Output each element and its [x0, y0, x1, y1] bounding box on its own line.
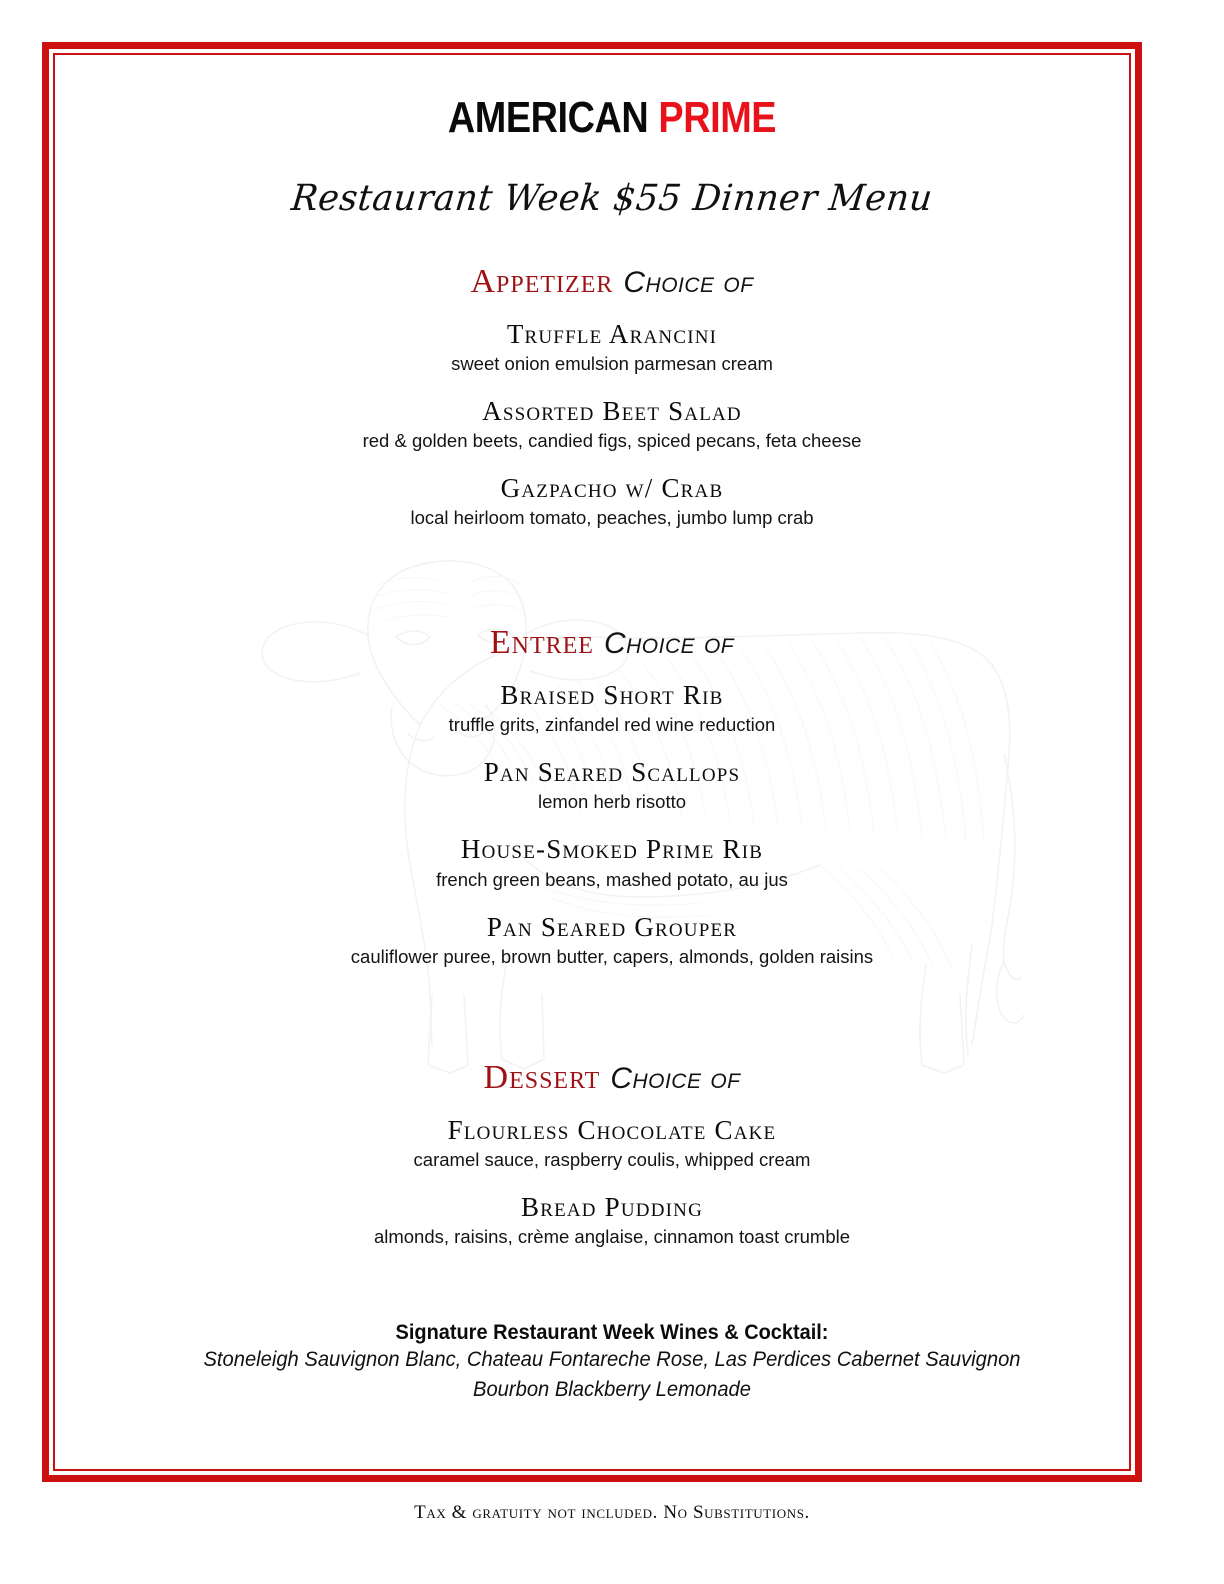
menu-item	[0, 912, 1224, 969]
beverages-line-one: Stoneleigh Sauvignon Blanc, Chateau Fontareche Rose, Las Perdices Cabernet Sauvignon	[203, 1347, 1021, 1371]
dish-name: Braised Short Rib	[500, 680, 724, 711]
footer-disclaimer: Tax & gratuity not included. No Substitutions.	[414, 1501, 810, 1523]
menu-item	[0, 1192, 1224, 1249]
dish-description: almonds, raisins, crème anglaise, cinnamon toast crumble	[373, 1225, 851, 1247]
menu-item	[0, 1115, 1224, 1172]
menu-item	[0, 680, 1224, 737]
beverages-title: Signature Restaurant Week Wines & Cocktail:	[395, 1320, 829, 1344]
dish-name: Truffle Arancini	[506, 319, 718, 349]
dish-description: truffle grits, zinfandel red wine reduction	[448, 714, 776, 736]
menu-subtitle: Restaurant Week $55 Dinner Menu	[289, 178, 935, 219]
section-choice-entree: Choice of	[603, 627, 735, 661]
dish-name: Assorted Beet Salad	[482, 396, 742, 427]
dish-name: Pan Seared Grouper	[486, 911, 738, 942]
menu-item	[0, 473, 1224, 530]
section-choice-appetizer: Choice of	[623, 266, 754, 299]
menu-item	[0, 757, 1224, 814]
dish-name: Flourless Chocolate Cake	[447, 1114, 777, 1145]
section-header-appetizer	[0, 265, 1224, 299]
dish-name: Pan Seared Scallops	[483, 757, 741, 788]
dish-description: french green beans, mashed potato, au jus	[436, 868, 788, 890]
dish-description: caramel sauce, raspberry coulis, whipped cream	[413, 1148, 811, 1170]
section-header-entree	[0, 626, 1224, 660]
dish-description: sweet onion emulsion parmesan cream	[451, 353, 773, 375]
beverages-section	[0, 1321, 1224, 1406]
section-name-dessert: Dessert	[483, 1058, 601, 1096]
dish-description: cauliflower puree, brown butter, capers, almonds, golden raisins	[350, 945, 874, 967]
dish-name: Gazpacho w/ Crab	[500, 473, 724, 504]
dish-name: House-Smoked Prime Rib	[460, 834, 764, 865]
menu-item	[0, 396, 1224, 453]
dish-description: red & golden beets, candied figs, spiced pecans, feta cheese	[362, 430, 862, 452]
section-name-entree: Entree	[489, 624, 594, 662]
section-name-appetizer: Appetizer	[470, 263, 614, 300]
menu-item	[0, 319, 1224, 376]
section-header-dessert	[0, 1058, 1224, 1096]
section-choice-dessert: Choice of	[610, 1061, 741, 1095]
beverages-line-two: Bourbon Blackberry Lemonade	[473, 1378, 751, 1402]
dish-description: lemon herb risotto	[537, 791, 687, 813]
logo-word-prime: PRIME	[658, 93, 777, 142]
restaurant-logo	[86, 93, 1139, 142]
dish-name: Bread Pudding	[520, 1191, 704, 1222]
dish-description: local heirloom tomato, peaches, jumbo lump crab	[410, 507, 814, 529]
menu-item	[0, 834, 1224, 891]
logo-word-american: AMERICAN	[447, 93, 649, 142]
